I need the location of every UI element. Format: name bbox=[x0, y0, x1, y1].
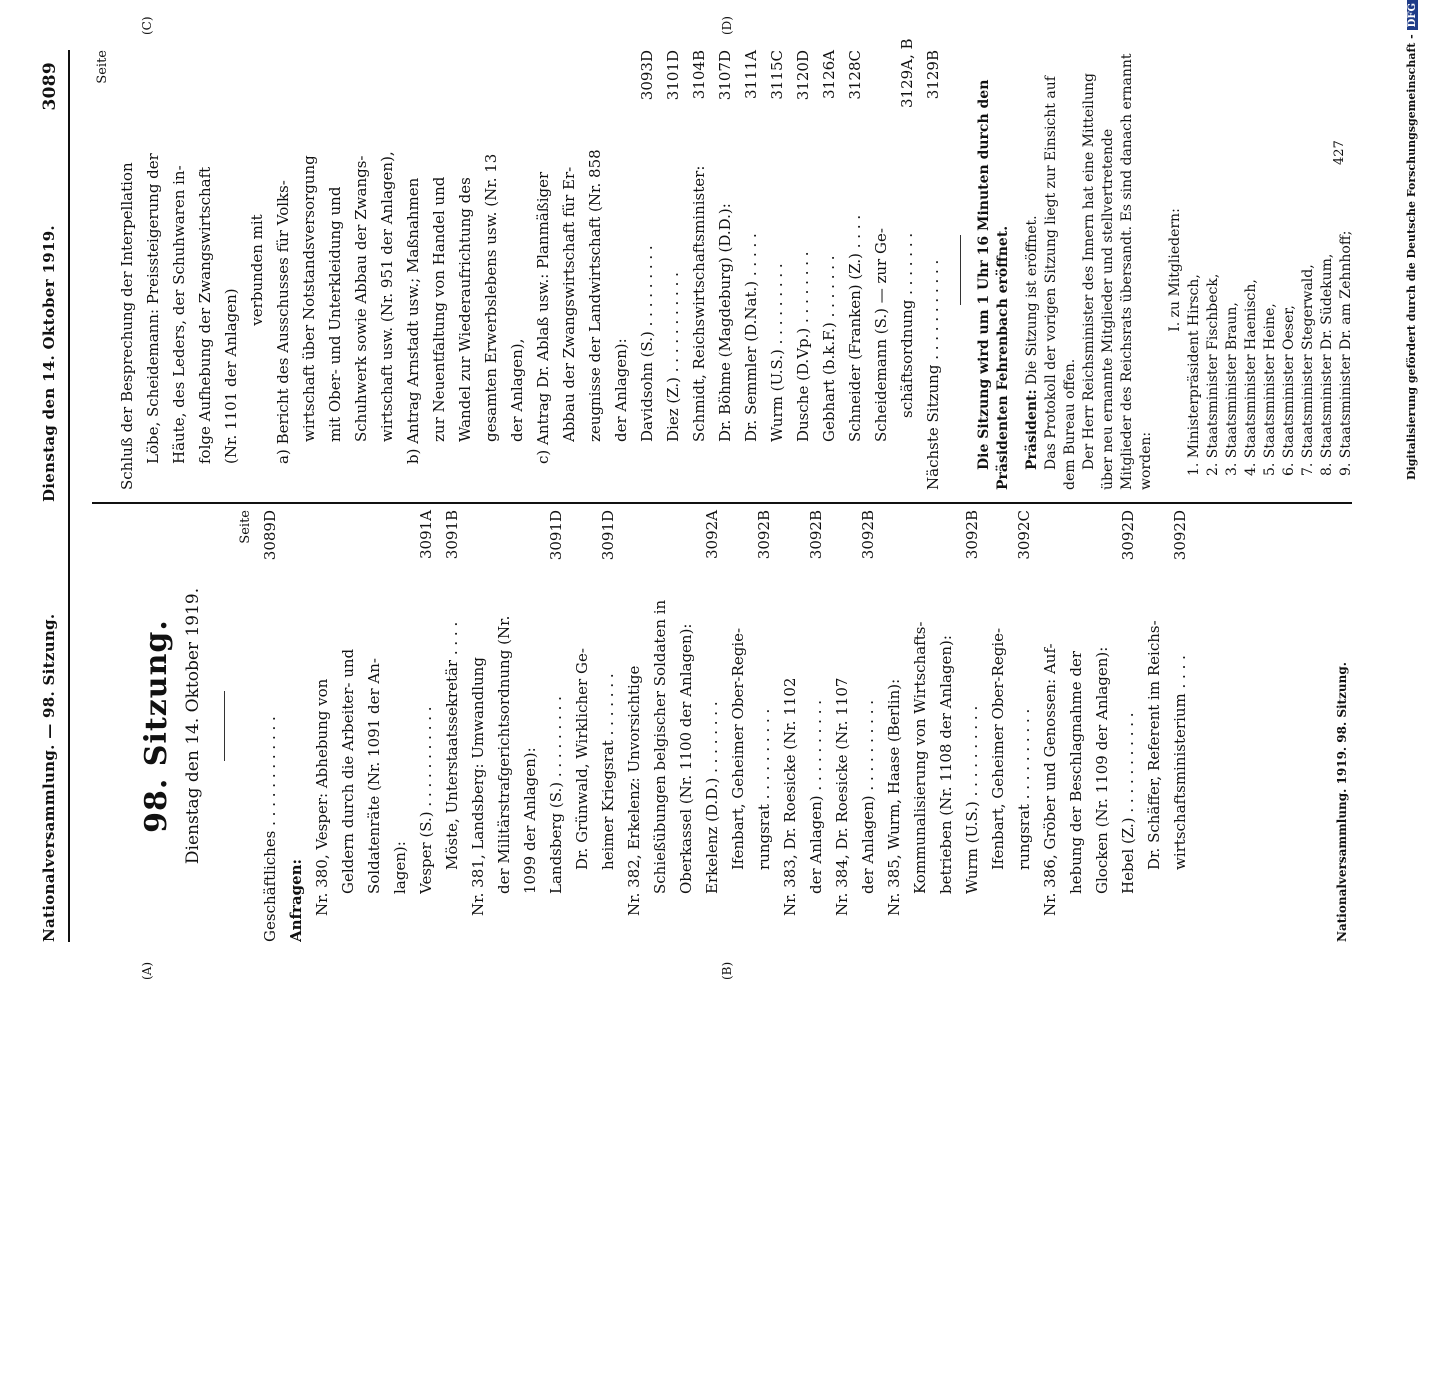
entry-text: Gebhart (b.k.F.) . . . . . . . bbox=[820, 255, 838, 442]
page-reference: 3092D bbox=[1171, 510, 1189, 561]
short-rule-right bbox=[960, 235, 961, 305]
entry-text: Davidsohn (S.) . . . . . . . . . bbox=[638, 245, 656, 442]
contents-row bbox=[309, 510, 335, 942]
entry-text: schäftsordnung . . . . . . . bbox=[898, 232, 916, 418]
entry-text: lagen): bbox=[391, 841, 409, 894]
page-reference: 3092C bbox=[1015, 510, 1033, 560]
contents-row bbox=[335, 510, 361, 942]
entry-text: wirtschaft usw. (Nr. 951 der Anlagen), bbox=[378, 151, 396, 442]
contents-row bbox=[270, 50, 296, 490]
entry-text: b) Antrag Arnstadt usw.; Maßnahmen bbox=[404, 177, 422, 464]
contents-row bbox=[933, 510, 959, 942]
contents-row bbox=[192, 50, 218, 490]
contents-row bbox=[114, 50, 140, 490]
entry-text: Nr. 383, Dr. Roesicke (Nr. 1102 bbox=[781, 677, 799, 916]
contents-row bbox=[1037, 510, 1063, 942]
entry-text: Abbau der Zwangswirtschaft für Er- bbox=[560, 166, 578, 442]
contents-row bbox=[738, 50, 764, 490]
contents-row bbox=[257, 510, 283, 942]
member-item: 9. Staatsminister Dr. am Zehnhoff; bbox=[1338, 230, 1354, 476]
contents-row bbox=[842, 50, 868, 490]
contents-row bbox=[322, 50, 348, 490]
page-reference: 3092D bbox=[1119, 510, 1137, 561]
page-reference: 3091A bbox=[417, 510, 435, 560]
contents-row bbox=[504, 50, 530, 490]
entry-text: Anfragen: bbox=[287, 858, 305, 942]
margin-letter-a: (A) bbox=[140, 961, 154, 980]
page-reference: 3093D bbox=[638, 50, 656, 101]
contents-row bbox=[673, 510, 699, 942]
president-line-1: Die Sitzung ist eröffnet. bbox=[1024, 215, 1040, 385]
entry-text: der Anlagen): bbox=[612, 338, 630, 442]
contents-row bbox=[868, 50, 894, 490]
header-left: Nationalversammlung. — 98. Sitzung. bbox=[40, 613, 58, 942]
entry-text: Geschäftliches . . . . . . . . . . . . bbox=[261, 716, 279, 942]
margin-letter-d: (D) bbox=[720, 16, 734, 35]
entry-text: Dusche (D.Vp.) . . . . . . . . bbox=[794, 251, 812, 442]
contents-row bbox=[595, 510, 621, 942]
entry-text: mit Ober- und Unterkleidung und bbox=[326, 186, 344, 442]
page-reference: 3126A bbox=[820, 50, 838, 100]
contents-row bbox=[1141, 510, 1167, 942]
contents-row bbox=[894, 38, 920, 490]
entry-text: Ifenbart, Geheimer Ober-Regie- bbox=[729, 627, 747, 870]
page-reference: 3115C bbox=[768, 50, 786, 100]
page-reference: 3120D bbox=[794, 50, 812, 101]
president-label: Präsident: bbox=[1024, 389, 1040, 470]
contents-row bbox=[478, 50, 504, 490]
member-item: 6. Staatsminister Oeser, bbox=[1281, 305, 1297, 476]
contents-row bbox=[764, 50, 790, 490]
entry-text: zeugnisse der Landwirtschaft (Nr. 858 bbox=[586, 149, 604, 442]
digitization-text: Digitalisierung gefördert durch die Deutsche Forschungsgemeinschaft - bbox=[1405, 34, 1418, 480]
page-reference: 3129A, B bbox=[898, 38, 916, 108]
page-reference: 3091D bbox=[599, 510, 617, 561]
entry-text: Nächste Sitzung . . . . . . . . . . . bbox=[924, 259, 942, 490]
contents-row bbox=[452, 50, 478, 490]
contents-row bbox=[218, 50, 244, 490]
entry-text: c) Antrag Dr. Ablaß usw.: Planmäßiger bbox=[534, 171, 552, 464]
contents-row bbox=[400, 50, 426, 490]
contents-row bbox=[387, 510, 413, 942]
entry-text: Soldatenräte (Nr. 1091 der An- bbox=[365, 658, 383, 894]
signature-mark: 427 bbox=[1332, 140, 1347, 165]
contents-row bbox=[1115, 510, 1141, 942]
contents-row bbox=[439, 510, 465, 942]
session-date: Dienstag den 14. Oktober 1919. bbox=[183, 587, 203, 865]
page-reference: 3092B bbox=[755, 510, 773, 560]
page-reference: 3107D bbox=[716, 50, 734, 101]
entry-text: Schmidt, Reichswirtschaftsminister: bbox=[690, 165, 708, 442]
margin-letter-c: (C) bbox=[140, 16, 154, 35]
entry-text: Scheidemann (S.) — zur Ge- bbox=[872, 228, 890, 442]
entry-text: der Anlagen), bbox=[508, 338, 526, 442]
contents-row bbox=[829, 510, 855, 942]
entry-text: hebung der Beschlagnahme der bbox=[1067, 650, 1085, 894]
entry-text: rungsrat . . . . . . . . . . bbox=[755, 708, 773, 870]
entry-text: verbunden mit bbox=[248, 214, 266, 326]
entry-text: Dr. Grünwald, Wirklicher Ge- bbox=[573, 648, 591, 870]
president-line-2: Das Protokoll der vorigen Sitzung liegt zur Einsicht auf dem Bureau offen. bbox=[1043, 76, 1078, 490]
entry-text: Wurm (U.S.) . . . . . . . . . bbox=[768, 263, 786, 442]
entry-text: Schluß der Besprechung der Interpellation bbox=[118, 162, 136, 490]
contents-row bbox=[985, 510, 1011, 942]
page-reference: 3092A bbox=[703, 510, 721, 560]
page-reference: 3092B bbox=[963, 510, 981, 560]
contents-row bbox=[348, 50, 374, 490]
entry-text: Häute, des Leders, der Schuhwaren in- bbox=[170, 165, 188, 464]
president-line-3: Der Herr Reichsminister des Innern hat eine Mitteilung über neu ernannte Mitglieder und stellvertretende Mitglieder des Reichsrats übersandt. Es sind danach ernannt worden: bbox=[1081, 53, 1154, 490]
contents-row bbox=[816, 50, 842, 490]
column-divider bbox=[92, 503, 1352, 505]
page-reference: 3104B bbox=[690, 50, 708, 100]
contents-row bbox=[374, 50, 400, 490]
entry-text: Schuhwerk sowie Abbau der Zwangs- bbox=[352, 155, 370, 442]
entry-text: Nr. 382, Erkelenz: Unvorsichtige bbox=[625, 665, 643, 916]
entry-text: Nr. 380, Vesper: Abhebung von bbox=[313, 678, 331, 916]
entry-text: Nr. 381, Landsberg: Umwandlung bbox=[469, 657, 487, 916]
short-rule bbox=[224, 691, 225, 761]
contents-row bbox=[491, 510, 517, 942]
contents-row bbox=[140, 50, 166, 490]
page-reference: 3089D bbox=[261, 510, 279, 561]
entry-text: Schießübungen belgischer Soldaten in bbox=[651, 599, 669, 894]
entry-text: Nr. 384, Dr. Roesicke (Nr. 1107 bbox=[833, 677, 851, 916]
entry-text: wirtschaft über Notstandsversorgung bbox=[300, 155, 318, 442]
contents-row bbox=[725, 510, 751, 942]
contents-row bbox=[1167, 510, 1193, 942]
member-item: 2. Staatsminister Fischbeck, bbox=[1205, 273, 1221, 476]
margin-letter-b: (B) bbox=[720, 961, 734, 980]
page-reference: 3091B bbox=[443, 510, 461, 560]
contents-row bbox=[413, 510, 439, 942]
entry-text: der Anlagen) . . . . . . . . . . bbox=[859, 699, 877, 894]
contents-row bbox=[621, 510, 647, 942]
entry-text: der Militärstrafgerichtsordnung (Nr. bbox=[495, 615, 513, 894]
member-item: 7. Staatsminister Stegerwald, bbox=[1300, 264, 1316, 476]
contents-row bbox=[803, 510, 829, 942]
contents-row bbox=[751, 510, 777, 942]
right-column bbox=[92, 38, 1356, 490]
contents-row bbox=[556, 50, 582, 490]
seite-label: Seite bbox=[238, 510, 253, 544]
members-list bbox=[1185, 50, 1356, 490]
contents-list bbox=[257, 510, 1193, 942]
member-item: 1. Ministerpräsident Hirsch, bbox=[1186, 274, 1202, 476]
page-reference: 3128C bbox=[846, 50, 864, 100]
entry-text: Wandel zur Wiederaufrichtung des bbox=[456, 177, 474, 442]
entry-text: Vesper (S.) . . . . . . . . . . . bbox=[417, 706, 435, 894]
president-block bbox=[1023, 50, 1042, 490]
entry-text: folge Aufhebung der Zwangswirtschaft bbox=[196, 166, 214, 464]
entry-text: betrieben (Nr. 1108 der Anlagen): bbox=[937, 635, 955, 894]
contents-row bbox=[855, 510, 881, 942]
page-reference: 3101D bbox=[664, 50, 682, 101]
entry-text: Wurm (U.S.) . . . . . . . . . . bbox=[963, 705, 981, 894]
contents-row bbox=[582, 50, 608, 490]
entry-text: wirtschaftsministerium . . . . bbox=[1171, 655, 1189, 870]
contents-row bbox=[465, 510, 491, 942]
entry-text: Hebel (Z.) . . . . . . . . . . . bbox=[1119, 712, 1137, 894]
entry-text: Nr. 386, Gröber und Genossen: Auf- bbox=[1041, 643, 1059, 916]
entry-text: Glocken (Nr. 1109 der Anlagen): bbox=[1093, 646, 1111, 894]
contents-row bbox=[1063, 510, 1089, 942]
contents-row bbox=[530, 50, 556, 490]
contents-row bbox=[634, 50, 660, 490]
entry-text: Erkelenz (D.D.) . . . . . . . . bbox=[703, 701, 721, 894]
member-item: 3. Staatsminister Braun, bbox=[1224, 302, 1240, 476]
session-title: 98. Sitzung. bbox=[139, 619, 174, 833]
page-reference: 3091D bbox=[547, 510, 565, 561]
contents-row bbox=[712, 50, 738, 490]
contents-row bbox=[166, 50, 192, 490]
entry-text: Diez (Z.) . . . . . . . . . . . bbox=[664, 272, 682, 442]
entry-text: Nr. 385, Wurm, Haase (Berlin): bbox=[885, 678, 903, 916]
page-reference: 3129B bbox=[924, 50, 942, 100]
contents-row bbox=[686, 50, 712, 490]
contents-row bbox=[296, 50, 322, 490]
members-heading: I. zu Mitgliedern: bbox=[1167, 208, 1183, 332]
contents-row bbox=[881, 510, 907, 942]
digitization-note bbox=[1405, 0, 1418, 1392]
page-number: 3089 bbox=[40, 62, 60, 111]
running-header bbox=[40, 62, 68, 942]
entry-text: Dr. Schäffer, Referent im Reichs- bbox=[1145, 620, 1163, 870]
contents-list-right bbox=[114, 38, 946, 490]
contents-row bbox=[361, 510, 387, 942]
entry-text: (Nr. 1101 der Anlagen) bbox=[222, 288, 240, 464]
footer-note: Nationalversammlung. 1919. 98. Sitzung. bbox=[1335, 662, 1349, 942]
contents-row bbox=[244, 50, 270, 490]
entry-text: 1099 der Anlagen): bbox=[521, 747, 539, 894]
left-column bbox=[92, 510, 1193, 942]
entry-text: Schneider (Franken) (Z.) . . . . bbox=[846, 214, 864, 442]
contents-row bbox=[959, 510, 985, 942]
contents-row bbox=[790, 50, 816, 490]
contents-row bbox=[569, 510, 595, 942]
entry-text: Landsberg (S.) . . . . . . . . . bbox=[547, 696, 565, 894]
contents-row bbox=[907, 510, 933, 942]
entry-text: Dr. Semmler (D.Nat.) . . . . . bbox=[742, 233, 760, 442]
contents-row bbox=[660, 50, 686, 490]
member-item: 8. Staatsminister Dr. Südekum, bbox=[1319, 253, 1335, 476]
contents-row bbox=[920, 50, 946, 490]
page-reference: 3092B bbox=[859, 510, 877, 560]
dfg-logo: DFG bbox=[1407, 0, 1418, 30]
member-item: 4. Staatsminister Haenisch, bbox=[1243, 279, 1259, 476]
entry-text: rungsrat . . . . . . . . . . bbox=[1015, 708, 1033, 870]
contents-row bbox=[777, 510, 803, 942]
contents-row bbox=[647, 510, 673, 942]
member-item: 5. Staatsminister Heine, bbox=[1262, 303, 1278, 476]
entry-text: Ifenbart, Geheimer Ober-Regie- bbox=[989, 627, 1007, 870]
contents-row bbox=[1089, 510, 1115, 942]
entry-text: a) Bericht des Ausschusses für Volks- bbox=[274, 180, 292, 464]
entry-text: zur Neuentfaltung von Handel und bbox=[430, 176, 448, 442]
entry-text: Geldern durch die Arbeiter- und bbox=[339, 648, 357, 894]
entry-text: der Anlagen) . . . . . . . . . . bbox=[807, 699, 825, 894]
contents-row bbox=[1011, 510, 1037, 942]
page-reference: 3092B bbox=[807, 510, 825, 560]
header-center: Dienstag den 14. Oktober 1919. bbox=[40, 225, 58, 502]
entry-text: Dr. Böhme (Magdeburg) (D.D.): bbox=[716, 203, 734, 442]
header-rule bbox=[68, 50, 70, 942]
contents-row bbox=[517, 510, 543, 942]
seite-label-right: Seite bbox=[95, 50, 110, 84]
contents-row bbox=[426, 50, 452, 490]
entry-text: Oberkassel (Nr. 1100 der Anlagen): bbox=[677, 623, 695, 894]
entry-text: Kommunalisierung von Wirtschafts- bbox=[911, 621, 929, 894]
contents-row bbox=[543, 510, 569, 942]
contents-row bbox=[608, 50, 634, 490]
entry-text: gesamten Erwerbslebens usw. (Nr. 13 bbox=[482, 153, 500, 442]
opening-statement: Die Sitzung wird um 1 Uhr 16 Minuten durch den Präsidenten Fehrenbach eröffnet. bbox=[976, 79, 1011, 490]
page-reference: 3111A bbox=[742, 50, 760, 100]
entry-text: Möste, Unterstaatssekretär . . . . bbox=[443, 621, 461, 870]
contents-row bbox=[699, 510, 725, 942]
entry-text: Löbe, Scheidemann: Preissteigerung der bbox=[144, 153, 162, 464]
entry-text: heimer Kriegsrat . . . . . . . bbox=[599, 673, 617, 870]
contents-row bbox=[283, 510, 309, 942]
